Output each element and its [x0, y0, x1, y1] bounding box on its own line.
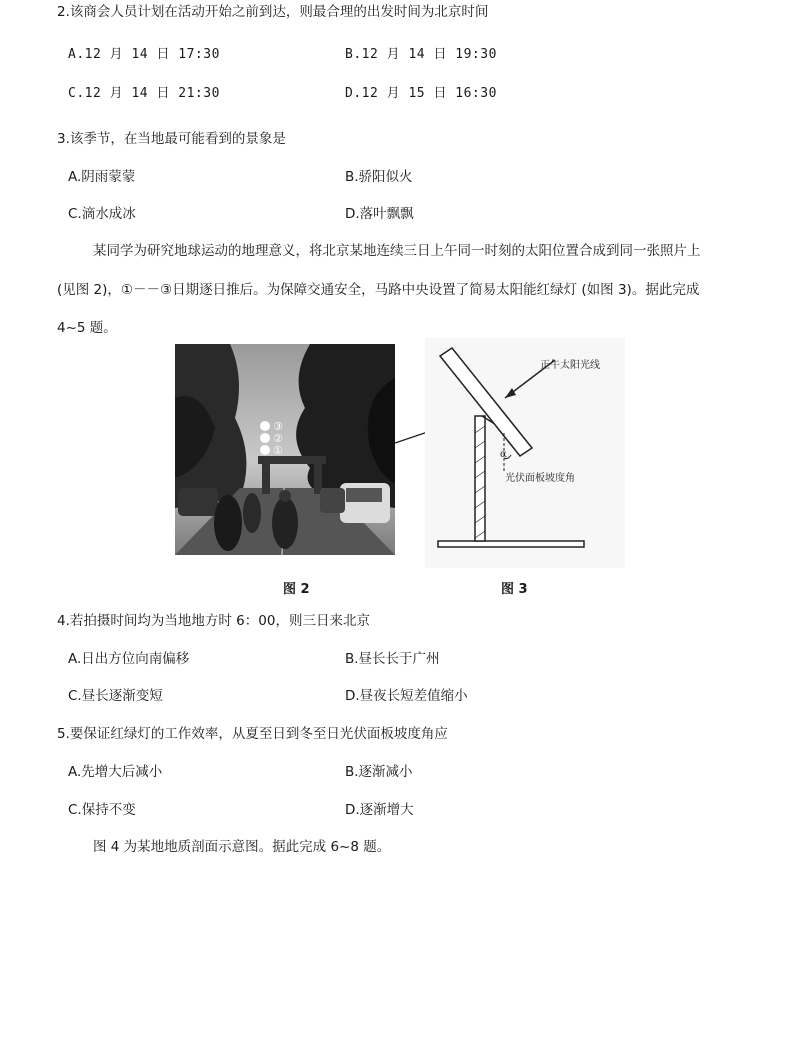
- q4-option-d: D.昼夜长短差值缩小: [345, 688, 468, 704]
- q5-option-a: A.先增大后减小: [68, 764, 163, 780]
- q3-option-c: C.滴水成冰: [68, 206, 136, 222]
- intro45-line3: 4~5 题。: [57, 320, 117, 336]
- q3-option-d: D.落叶飘飘: [345, 206, 414, 222]
- q2-option-a: A.12 月 14 日 17:30: [68, 47, 220, 62]
- sun-label-2: ②: [273, 432, 283, 445]
- intro68-line: 图 4 为某地地质剖面示意图。据此完成 6~8 题。: [93, 839, 391, 855]
- figures-illustration: [170, 338, 625, 598]
- fig3-caption: 图 3: [501, 582, 528, 597]
- fig3-angle-symbol: α: [500, 449, 507, 460]
- sun-label-1: ①: [273, 444, 283, 457]
- q4-option-b: B.昼长长于广州: [345, 651, 440, 667]
- q3-option-a: A.阴雨蒙蒙: [68, 169, 136, 185]
- q5-option-c: C.保持不变: [68, 802, 136, 818]
- sun-label-3: ③: [273, 420, 283, 433]
- q4-option-c: C.昼长逐渐变短: [68, 688, 163, 704]
- q5-option-d: D.逐渐增大: [345, 802, 414, 818]
- fig2-photo: [175, 344, 395, 555]
- q2-option-d: D.12 月 15 日 16:30: [345, 86, 497, 101]
- q2-stem: 2.该商会人员计划在活动开始之前到达，则最合理的出发时间为北京时间: [57, 4, 489, 20]
- q2-option-c: C.12 月 14 日 21:30: [68, 86, 220, 101]
- fig3-sunray-label: 正午太阳光线: [540, 360, 600, 371]
- q4-option-a: A.日出方位向南偏移: [68, 651, 190, 667]
- q4-stem: 4.若拍摄时间均为当地地方时 6：00，则三日来北京: [57, 613, 370, 629]
- q5-option-b: B.逐渐减小: [345, 764, 413, 780]
- fig2-caption: 图 2: [283, 582, 310, 597]
- intro45-line2: (见图 2)，①－－③日期逐日推后。为保障交通安全，马路中央设置了简易太阳能红绿灯 (如图 3)。据此完成: [57, 282, 700, 298]
- q3-stem: 3.该季节，在当地最可能看到的景象是: [57, 131, 286, 147]
- q5-stem: 5.要保证红绿灯的工作效率，从夏至日到冬至日光伏面板坡度角应: [57, 726, 448, 742]
- q2-option-b: B.12 月 14 日 19:30: [345, 47, 497, 62]
- intro45-line1: 某同学为研究地球运动的地理意义，将北京某地连续三日上午同一时刻的太阳位置合成到同一张照片上: [93, 243, 701, 259]
- fig3-diagram: [425, 338, 625, 568]
- fig3-angle-label: 光伏面板坡度角: [505, 473, 575, 484]
- q3-option-b: B.骄阳似火: [345, 169, 413, 185]
